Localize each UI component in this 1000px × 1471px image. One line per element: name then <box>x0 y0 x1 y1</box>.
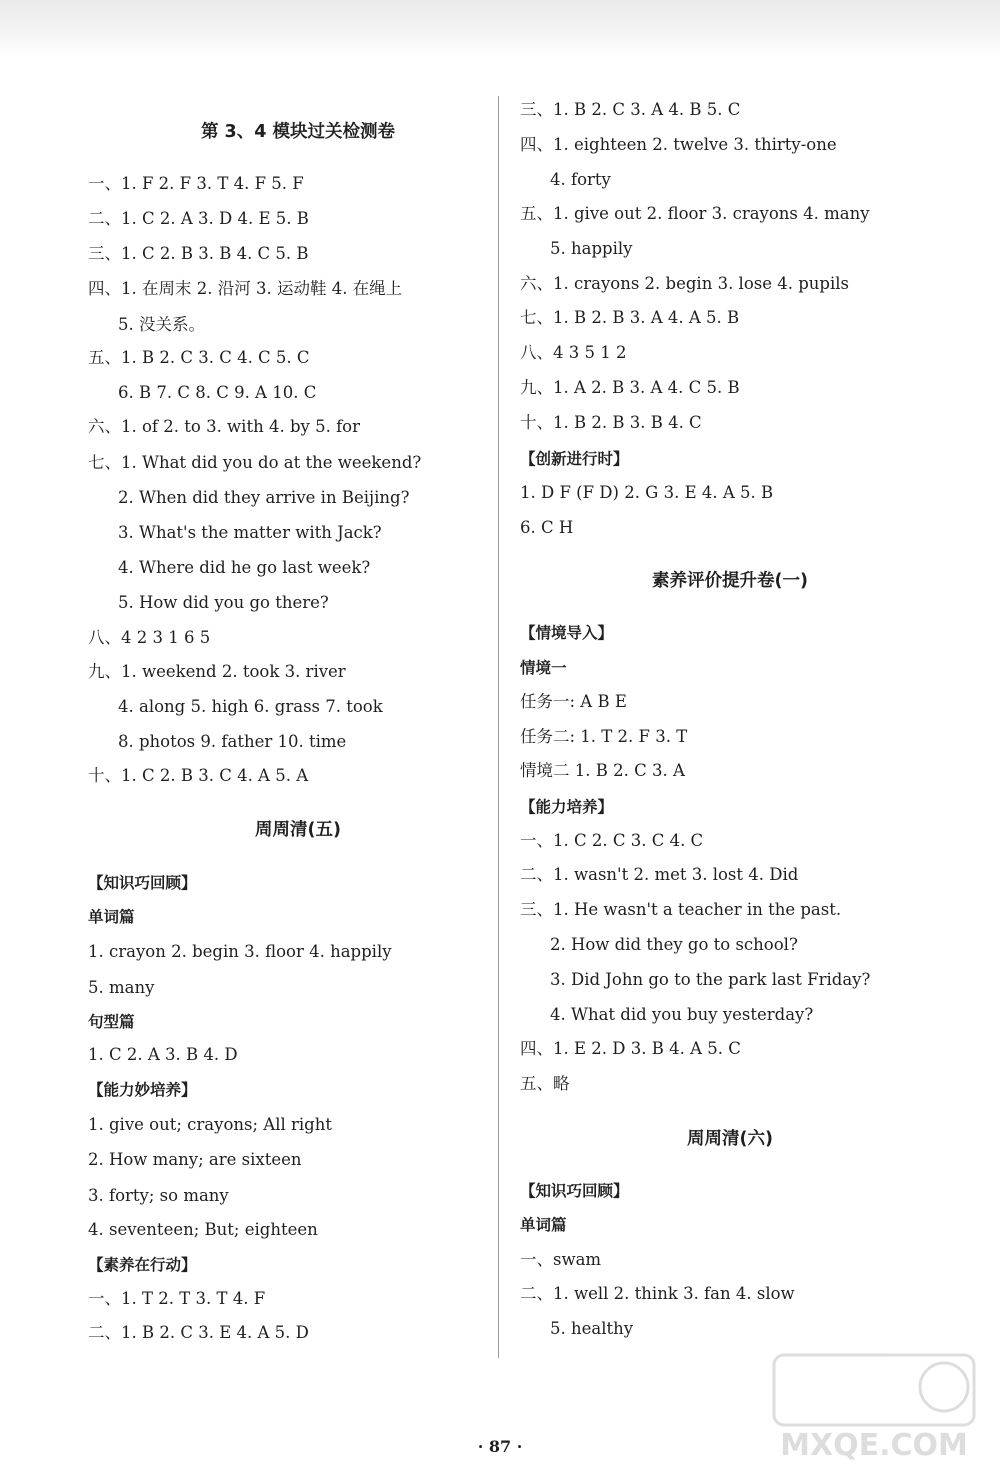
left-answer-line: 1. give out; crayons; All right <box>88 1115 332 1134</box>
left-answer-line: 七、1. What did you do at the weekend? <box>88 453 422 472</box>
left-answer-line: 一、1. F 2. F 3. T 4. F 5. F <box>88 174 304 193</box>
left-answer-line: 3. What's the matter with Jack? <box>118 523 382 542</box>
right-answer-line: 五、1. give out 2. floor 3. crayons 4. many <box>520 204 870 223</box>
page-number: · 87 · <box>477 1437 523 1456</box>
right-section-label: 情境一 <box>520 659 567 677</box>
right-answer-line: 九、1. A 2. B 3. A 4. C 5. B <box>520 378 740 397</box>
right-answer-line: 1. D F (F D) 2. G 3. E 4. A 5. B <box>520 483 774 502</box>
right-answer-line: 4. forty <box>550 170 611 189</box>
scan-top-strip <box>0 0 1000 58</box>
left-answer-line: 4. along 5. high 6. grass 7. took <box>118 697 383 716</box>
right-section-label: 【情境导入】 <box>520 624 614 642</box>
right-answer-line: 5. happily <box>550 239 633 258</box>
left-answer-line: 5. many <box>88 978 155 997</box>
left-answer-line: 十、1. C 2. B 3. C 4. A 5. A <box>88 766 309 785</box>
left-answer-line: 8. photos 9. father 10. time <box>118 732 347 751</box>
left-answer-line: 5. How did you go there? <box>118 593 329 612</box>
right-section-title: 周周清(六) <box>687 1129 773 1149</box>
left-answer-line: 二、1. C 2. A 3. D 4. E 5. B <box>88 209 309 228</box>
right-answer-line: 四、1. E 2. D 3. B 4. A 5. C <box>520 1039 741 1058</box>
left-answer-line: 2. How many; are sixteen <box>88 1150 302 1169</box>
right-answer-line: 3. Did John go to the park last Friday? <box>550 970 871 989</box>
right-answer-line: 4. What did you buy yesterday? <box>550 1005 814 1024</box>
left-answer-line: 5. 没关系。 <box>118 315 205 334</box>
right-answer-line: 情境二 1. B 2. C 3. A <box>520 761 685 780</box>
watermark-text: MXQE.COM <box>780 1428 968 1463</box>
right-answer-line: 2. How did they go to school? <box>550 935 798 954</box>
left-answer-line: 五、1. B 2. C 3. C 4. C 5. C <box>88 348 310 367</box>
column-divider <box>498 96 499 1358</box>
left-answer-line: 三、1. C 2. B 3. B 4. C 5. B <box>88 244 309 263</box>
left-answer-line: 4. seventeen; But; eighteen <box>88 1220 318 1239</box>
left-answer-line: 6. B 7. C 8. C 9. A 10. C <box>118 383 317 402</box>
left-section-title: 周周清(五) <box>255 820 341 840</box>
right-answer-line: 二、1. well 2. think 3. fan 4. slow <box>520 1284 795 1303</box>
right-answer-line: 七、1. B 2. B 3. A 4. A 5. B <box>520 308 740 327</box>
left-section-label: 【素养在行动】 <box>88 1256 197 1274</box>
watermark-logo <box>754 1347 994 1467</box>
left-answer-line: 九、1. weekend 2. took 3. river <box>88 662 346 681</box>
left-section-label: 【能力妙培养】 <box>88 1081 197 1099</box>
left-answer-line: 3. forty; so many <box>88 1186 229 1205</box>
left-answer-line: 四、1. 在周末 2. 沿河 3. 运动鞋 4. 在绳上 <box>88 279 403 298</box>
right-section-label: 单词篇 <box>520 1216 567 1234</box>
left-answer-line: 1. crayon 2. begin 3. floor 4. happily <box>88 942 392 961</box>
right-answer-line: 十、1. B 2. B 3. B 4. C <box>520 413 702 432</box>
right-answer-line: 任务二: 1. T 2. F 3. T <box>520 727 688 746</box>
left-answer-line: 六、1. of 2. to 3. with 4. by 5. for <box>88 417 360 436</box>
right-answer-line: 六、1. crayons 2. begin 3. lose 4. pupils <box>520 274 850 293</box>
left-section-title: 第 3、4 模块过关检测卷 <box>200 122 396 142</box>
right-answer-line: 一、1. C 2. C 3. C 4. C <box>520 831 704 850</box>
right-answer-line: 三、1. He wasn't a teacher in the past. <box>520 900 842 919</box>
left-section-label: 【知识巧回顾】 <box>88 874 197 892</box>
right-section-label: 【创新进行时】 <box>520 450 629 468</box>
right-answer-line: 5. healthy <box>550 1319 634 1338</box>
right-answer-line: 一、swam <box>520 1250 602 1269</box>
right-answer-line: 三、1. B 2. C 3. A 4. B 5. C <box>520 100 741 119</box>
left-answer-line: 4. Where did he go last week? <box>118 558 371 577</box>
left-answer-line: 1. C 2. A 3. B 4. D <box>88 1045 238 1064</box>
left-answer-line: 二、1. B 2. C 3. E 4. A 5. D <box>88 1323 309 1342</box>
right-section-label: 【知识巧回顾】 <box>520 1182 629 1200</box>
left-section-label: 单词篇 <box>88 908 135 926</box>
right-answer-line: 五、略 <box>520 1074 570 1093</box>
left-answer-line: 2. When did they arrive in Beijing? <box>118 488 410 507</box>
left-answer-line: 八、4 2 3 1 6 5 <box>88 628 211 647</box>
right-answer-line: 八、4 3 5 1 2 <box>520 343 627 362</box>
right-section-title: 素养评价提升卷(一) <box>652 571 808 591</box>
left-answer-line: 一、1. T 2. T 3. T 4. F <box>88 1289 266 1308</box>
right-answer-line: 6. C H <box>520 518 574 537</box>
right-section-label: 【能力培养】 <box>520 798 614 816</box>
right-answer-line: 任务一: A B E <box>520 692 627 711</box>
right-answer-line: 四、1. eighteen 2. twelve 3. thirty-one <box>520 135 837 154</box>
right-answer-line: 二、1. wasn't 2. met 3. lost 4. Did <box>520 865 799 884</box>
left-section-label: 句型篇 <box>88 1013 135 1031</box>
